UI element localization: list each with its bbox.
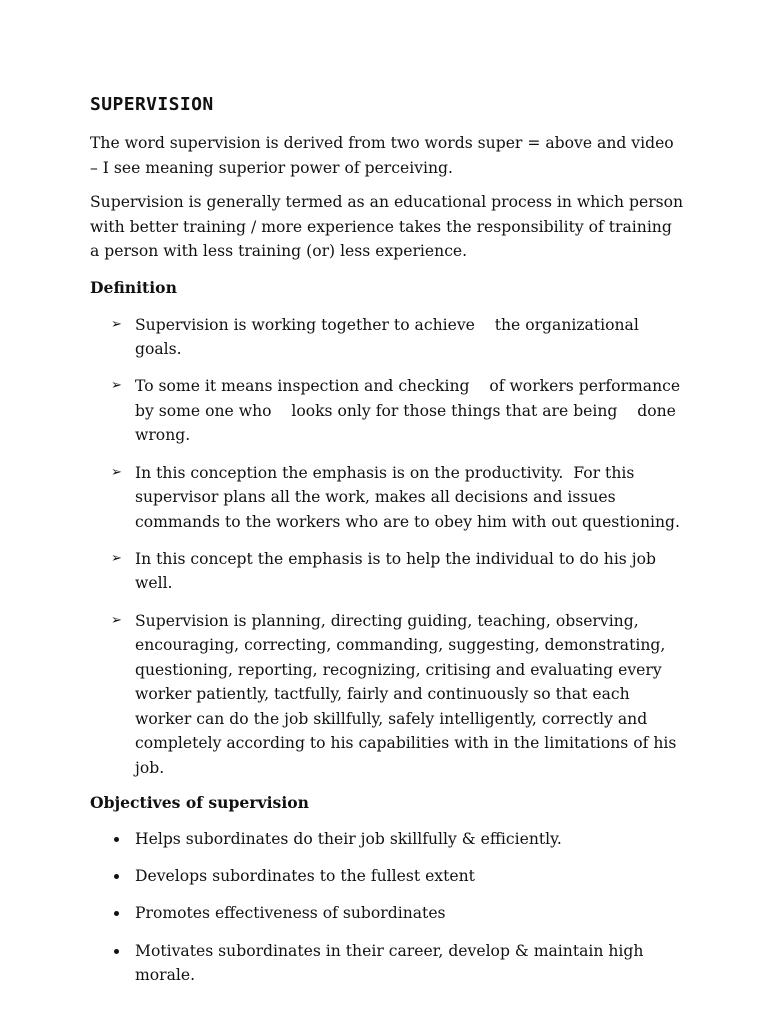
arrow-bullet-icon: ➢: [111, 550, 122, 566]
objective-list-item: [90, 864, 686, 889]
definition-list: [90, 313, 686, 781]
definition-item-text: In this concept the emphasis is to help the individual to do his job well.: [135, 549, 661, 593]
objectives-heading: Objectives of supervision: [90, 792, 309, 812]
objective-list-item: [90, 827, 686, 852]
arrow-bullet-icon: ➢: [111, 612, 122, 628]
objective-item-text: Helps subordinates do their job skillfully & efficiently.: [135, 830, 562, 849]
objective-item-text: Develops subordinates to the fullest extent: [135, 867, 475, 886]
page-title: SUPERVISION: [90, 94, 214, 115]
definition-heading: Definition: [90, 277, 177, 297]
definition-list-item: [90, 461, 686, 535]
definition-item-text: Supervision is planning, directing guiding, teaching, observing, encouraging, correcting, commanding, suggesting, demonstrating, questioning, reporting, recognizing, critising and evaluating every worker patiently, tactfully, fairly and continuously so that each worker can do the job skillfully, safely intelligently, correctly and completely according to his capabilities with in the limitations of his job.: [135, 611, 682, 778]
objective-item-text: Promotes effectiveness of subordinates: [135, 904, 446, 923]
arrow-bullet-icon: ➢: [111, 464, 122, 480]
definition-item-text: Supervision is working together to achieve the organizational goals.: [135, 315, 644, 359]
intro-paragraph: Supervision is generally termed as an educational process in which person with better training / more experience takes the responsibility of training a person with less training (or) less experience.: [90, 193, 684, 261]
document-page: [90, 92, 686, 1000]
arrow-bullet-icon: ➢: [111, 316, 122, 332]
objective-list-item: [90, 901, 686, 926]
arrow-bullet-icon: ➢: [111, 378, 122, 394]
bullet-dot-icon: [114, 911, 119, 916]
bullet-dot-icon: [114, 949, 119, 954]
definition-item-text: To some it means inspection and checking of workers performance by some one who looks only for those things that are being done wrong.: [135, 377, 686, 445]
bullet-dot-icon: [114, 874, 119, 879]
objective-list-item: [90, 939, 686, 988]
definition-list-item: [90, 547, 686, 596]
objectives-list: [90, 827, 686, 987]
definition-item-text: In this conception the emphasis is on the productivity. For this supervisor plans all the work, makes all decisions and issues commands to the workers who are to obey him with out questioning.: [135, 463, 680, 531]
intro-paragraph: The word supervision is derived from two words super = above and video – I see meaning superior power of perceiving.: [90, 134, 674, 177]
definition-list-item: [90, 313, 686, 362]
definition-list-item: [90, 374, 686, 448]
objective-item-text: Motivates subordinates in their career, develop & maintain high morale.: [135, 941, 644, 985]
definition-list-item: [90, 609, 686, 781]
bullet-dot-icon: [114, 837, 119, 842]
